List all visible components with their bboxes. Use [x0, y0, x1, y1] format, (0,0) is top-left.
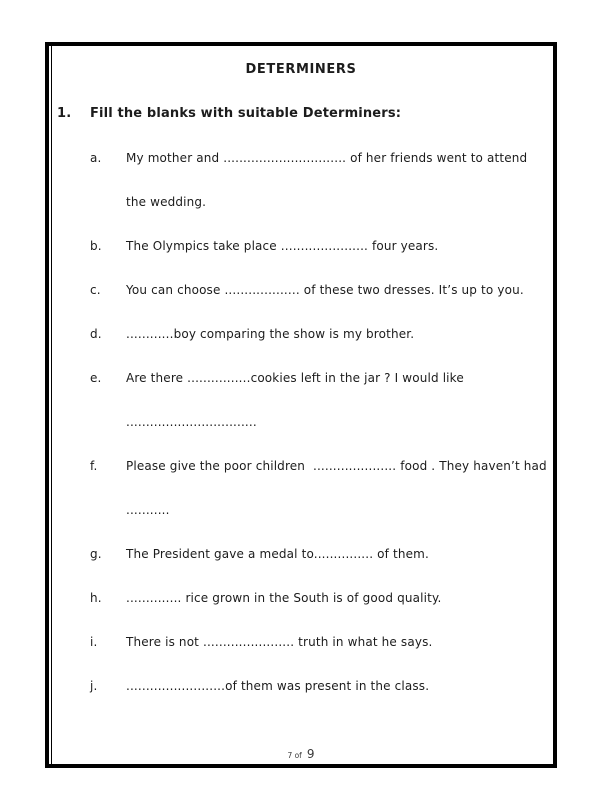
item-letter: i. — [90, 635, 98, 649]
item-line: My mother and ............................... of her friends went to attend — [126, 151, 528, 165]
item-letter: f. — [90, 459, 98, 473]
exercise-instruction: Fill the blanks with suitable Determiners: — [90, 106, 402, 121]
item-d-line-1 — [57, 312, 545, 356]
item-letter-spacer — [90, 400, 126, 444]
item-line: Please give the poor children ..................... food . They haven’t had — [126, 459, 547, 473]
item-letter: h. — [90, 591, 102, 605]
exercise-heading — [57, 92, 545, 136]
item-letter: a. — [90, 151, 102, 165]
item-line: ............boy comparing the show is my brother. — [126, 327, 415, 341]
item-line: .........................of them was present in the class. — [126, 679, 430, 693]
page-title: DETERMINERS — [245, 62, 357, 77]
item-i-line-1 — [57, 620, 545, 664]
item-letter: g. — [90, 547, 102, 561]
item-line: the wedding. — [126, 195, 207, 209]
item-letter: j. — [90, 679, 98, 693]
item-e-line-2 — [57, 400, 545, 444]
item-c-line-1 — [57, 268, 545, 312]
item-f-line-2 — [57, 488, 545, 532]
item-letter: c. — [90, 283, 101, 297]
item-f-line-1 — [57, 444, 545, 488]
item-letter-spacer — [90, 488, 126, 532]
item-j-line-1 — [57, 664, 545, 708]
item-letter: b. — [90, 239, 102, 253]
item-line: You can choose ................... of these two dresses. It’s up to you. — [126, 283, 524, 297]
item-line: .............. rice grown in the South is of good quality. — [126, 591, 442, 605]
exercise-number: 1. — [57, 106, 72, 121]
item-line: ........... — [126, 503, 170, 517]
item-e-line-1 — [57, 356, 545, 400]
item-line: The President gave a medal to............... of them. — [126, 547, 429, 561]
page-number-current: 7 of — [287, 751, 302, 760]
item-g-line-1 — [57, 532, 545, 576]
item-h-line-1 — [57, 576, 545, 620]
item-line: ................................. — [126, 415, 257, 429]
page-number-total: 9 — [306, 747, 315, 761]
item-letter: e. — [90, 371, 102, 385]
item-letter-spacer — [90, 180, 126, 224]
item-a-line-2 — [57, 180, 545, 224]
page-content — [49, 46, 553, 708]
item-a-line-1 — [57, 136, 545, 180]
page-number — [49, 743, 553, 762]
item-line: The Olympics take place ...................... four years. — [126, 239, 439, 253]
item-b-line-1 — [57, 224, 545, 268]
item-line: There is not ....................... truth in what he says. — [126, 635, 433, 649]
page-frame — [45, 42, 557, 768]
item-line: Are there ................cookies left in the jar ? I would like — [126, 371, 464, 385]
item-letter: d. — [90, 327, 102, 341]
